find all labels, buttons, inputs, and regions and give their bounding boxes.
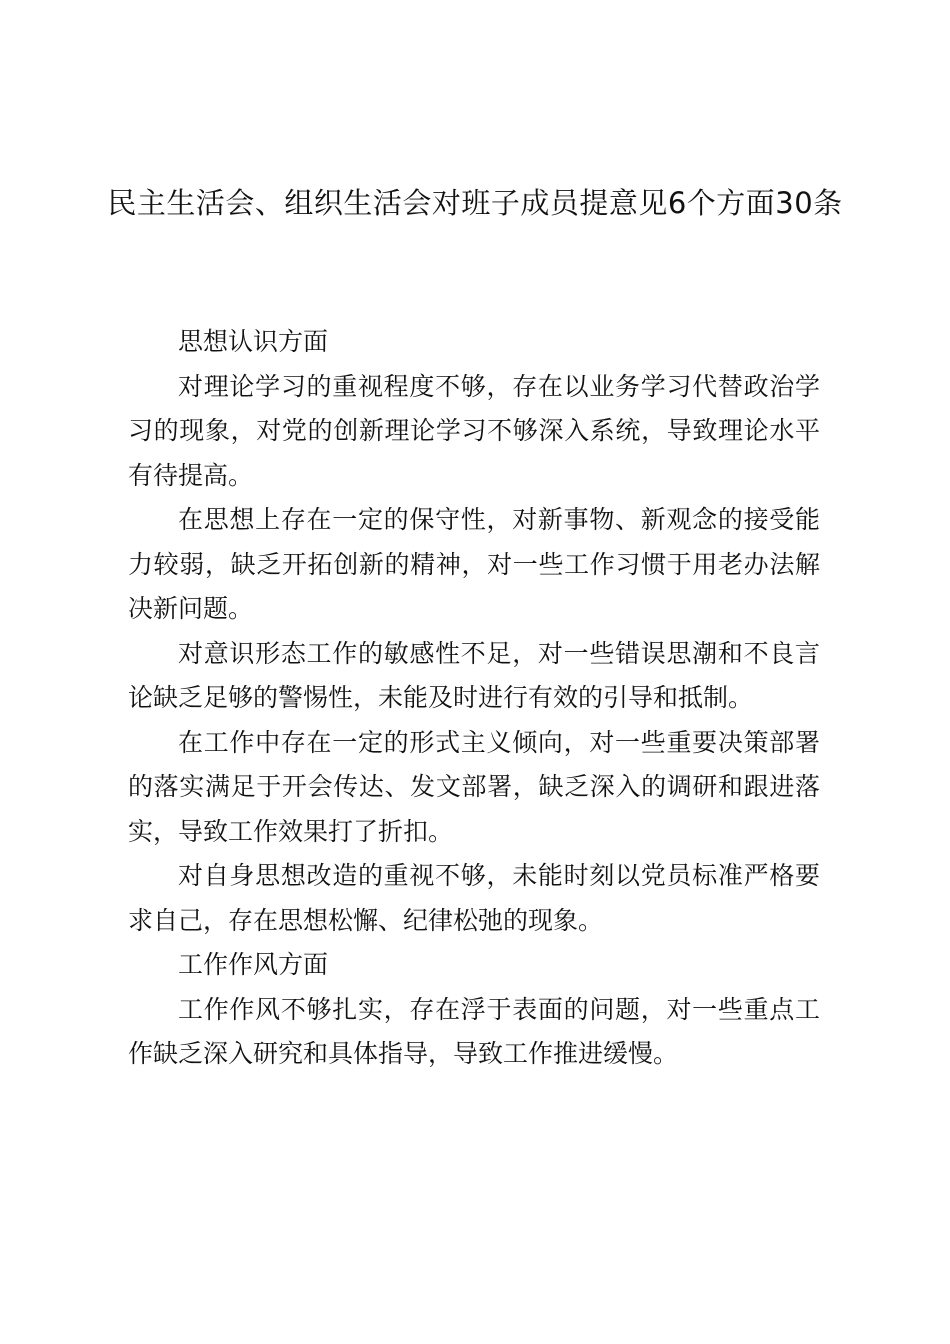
document-body: [128, 320, 820, 1077]
document-title: 民主生活会、组织生活会对班子成员提意见6个方面30条: [107, 186, 843, 220]
paragraph: 在工作中存在一定的形式主义倾向，对一些重要决策部署的落实满足于开会传达、发文部署，缺乏深入的调研和跟进落实，导致工作效果打了折扣。: [128, 727, 820, 846]
paragraph: 在思想上存在一定的保守性，对新事物、新观念的接受能力较弱，缺乏开拓创新的精神，对一些工作习惯于用老办法解决新问题。: [128, 505, 820, 623]
paragraph: 对意识形态工作的敏感性不足，对一些错误思潮和不良言论缺乏足够的警惕性，未能及时进行有效的引导和抵制。: [128, 638, 820, 712]
section-heading-thinking: 思想认识方面: [178, 327, 329, 356]
paragraph: 工作作风不够扎实，存在浮于表面的问题，对一些重点工作缺乏深入研究和具体指导，导致工作推进缓慢。: [128, 994, 820, 1068]
paragraph: 对理论学习的重视程度不够，存在以业务学习代替政治学习的现象，对党的创新理论学习不够深入系统，导致理论水平有待提高。: [128, 371, 820, 490]
paragraph: 对自身思想改造的重视不够，未能时刻以党员标准严格要求自己，存在思想松懈、纪律松弛的现象。: [128, 861, 820, 935]
section-heading-work-style: 工作作风方面: [178, 950, 329, 979]
